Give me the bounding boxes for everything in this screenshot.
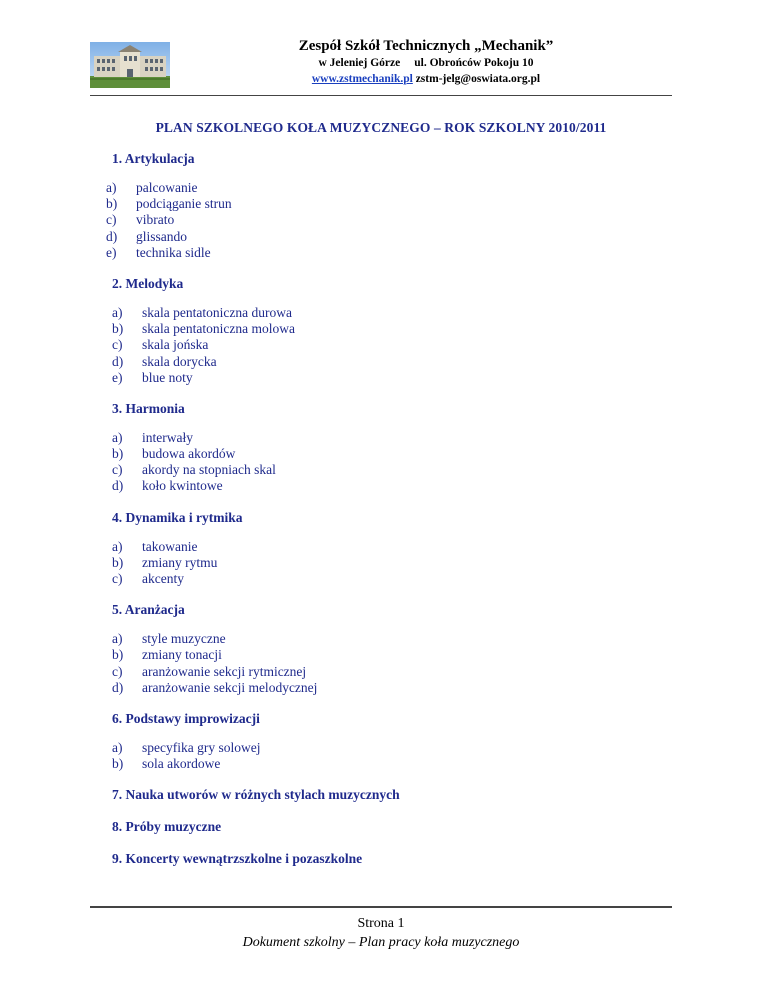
section-items [112,740,672,772]
item-label: a) [112,304,123,320]
section-improvisation [112,710,672,772]
school-city: w Jeleniej Górze [318,57,401,69]
item-label: b) [112,321,124,337]
list-item [106,245,672,261]
item-label: b) [112,647,124,663]
item-text: akcenty [142,571,184,586]
section-articulation [106,150,672,261]
item-text: skala dorycka [142,353,217,369]
plan-content [106,150,672,868]
header-divider [90,95,672,96]
item-text: glissando [136,228,188,244]
section-items [112,430,672,495]
letterhead [90,34,672,96]
item-label: c) [112,462,123,478]
page-number: Strona 1 [357,916,405,931]
item-text: specyfika gry solowej [142,739,261,755]
section-concerts [112,850,672,868]
item-text: aranżowanie sekcji rytmicznej [142,663,307,679]
item-label: d) [112,478,124,494]
footer-divider [90,906,672,908]
list-item [112,354,672,370]
section-rehearsals [112,818,672,836]
item-label: a) [112,429,123,445]
school-email: zstm-jelg@oswiata.org.pl [415,73,541,85]
section-dynamics-rhythm [112,509,672,588]
item-text: technika sidle [136,244,211,260]
section-heading: 7. Nauka utworów w różnych stylach muzycznych [112,787,400,803]
item-label: b) [112,554,124,570]
list-item [112,571,672,587]
school-street-address: ul. Obrońców Pokoju 10 [414,57,534,69]
list-item [106,180,672,196]
list-item [112,539,672,555]
item-text: sola akordowe [142,756,221,772]
item-label: b) [112,756,124,772]
school-address-line [90,57,672,69]
list-item [106,196,672,212]
section-harmony [112,400,672,495]
list-item [112,740,672,756]
item-text: budowa akordów [142,446,236,462]
list-item [112,337,672,353]
item-label: a) [112,631,123,647]
item-text: style muzyczne [142,631,226,647]
footer-document-name: Dokument szkolny – Plan pracy koła muzycznego [242,935,520,950]
list-item [112,305,672,321]
item-label: a) [106,180,117,195]
section-items [112,305,672,386]
section-heading: 9. Koncerty wewnątrzszkolne i pozaszkolne [112,851,363,867]
item-label: d) [112,353,124,369]
section-heading: 5. Aranżacja [112,602,185,618]
item-text: aranżowanie sekcji melodycznej [142,679,318,695]
item-text: skala jońska [142,337,209,353]
section-heading: 4. Dynamika i rytmika [112,509,243,525]
item-text: skala pentatoniczna molowa [142,321,295,337]
item-label: a) [112,739,123,755]
item-label: c) [106,212,117,228]
item-label: c) [112,337,123,353]
document-title: PLAN SZKOLNEGO KOŁA MUZYCZNEGO – ROK SZKOLNY 2010/2011 [155,120,607,135]
section-arrangement [112,601,672,696]
section-heading: 2. Melodyka [112,275,184,291]
item-label: d) [106,228,118,244]
list-item [112,647,672,663]
list-item [112,680,672,696]
item-label: b) [106,196,118,212]
item-text: zmiany tonacji [142,647,222,663]
list-item [112,321,672,337]
section-heading: 8. Próby muzyczne [112,819,222,835]
list-item [106,229,672,245]
item-label: e) [112,369,123,385]
item-label: a) [112,538,123,554]
section-heading: 6. Podstawy improwizacji [112,710,260,726]
list-item [106,212,672,228]
section-heading: 1. Artykulacja [112,151,195,166]
section-items [112,631,672,696]
list-item [112,430,672,446]
item-label: c) [112,571,123,586]
item-label: c) [112,663,123,679]
school-website-link[interactable]: www.zstmechanik.pl [311,73,413,85]
list-item [112,664,672,680]
section-heading: 3. Harmonia [112,400,185,416]
list-item [112,756,672,772]
item-label: b) [112,446,124,462]
item-text: koło kwintowe [142,478,223,494]
item-text: skala pentatoniczna durowa [142,304,292,320]
section-items [112,539,672,588]
school-name: Zespół Szkół Technicznych „Mechanik” [298,38,554,54]
list-item [112,462,672,478]
section-items [106,180,672,261]
section-melody [112,275,672,386]
section-repertoire [112,786,672,804]
item-label: d) [112,679,124,695]
item-label: e) [106,244,117,260]
list-item [112,555,672,571]
item-text: interwały [142,429,193,445]
item-text: palcowanie [136,180,198,195]
list-item [112,478,672,494]
school-contact-line [90,73,672,85]
item-text: vibrato [136,212,175,228]
item-text: blue noty [142,369,193,385]
item-text: akordy na stopniach skal [142,462,276,478]
item-text: podciąganie strun [136,196,232,212]
item-text: zmiany rytmu [142,554,218,570]
list-item [112,446,672,462]
item-text: takowanie [142,538,198,554]
list-item [112,631,672,647]
list-item [112,370,672,386]
